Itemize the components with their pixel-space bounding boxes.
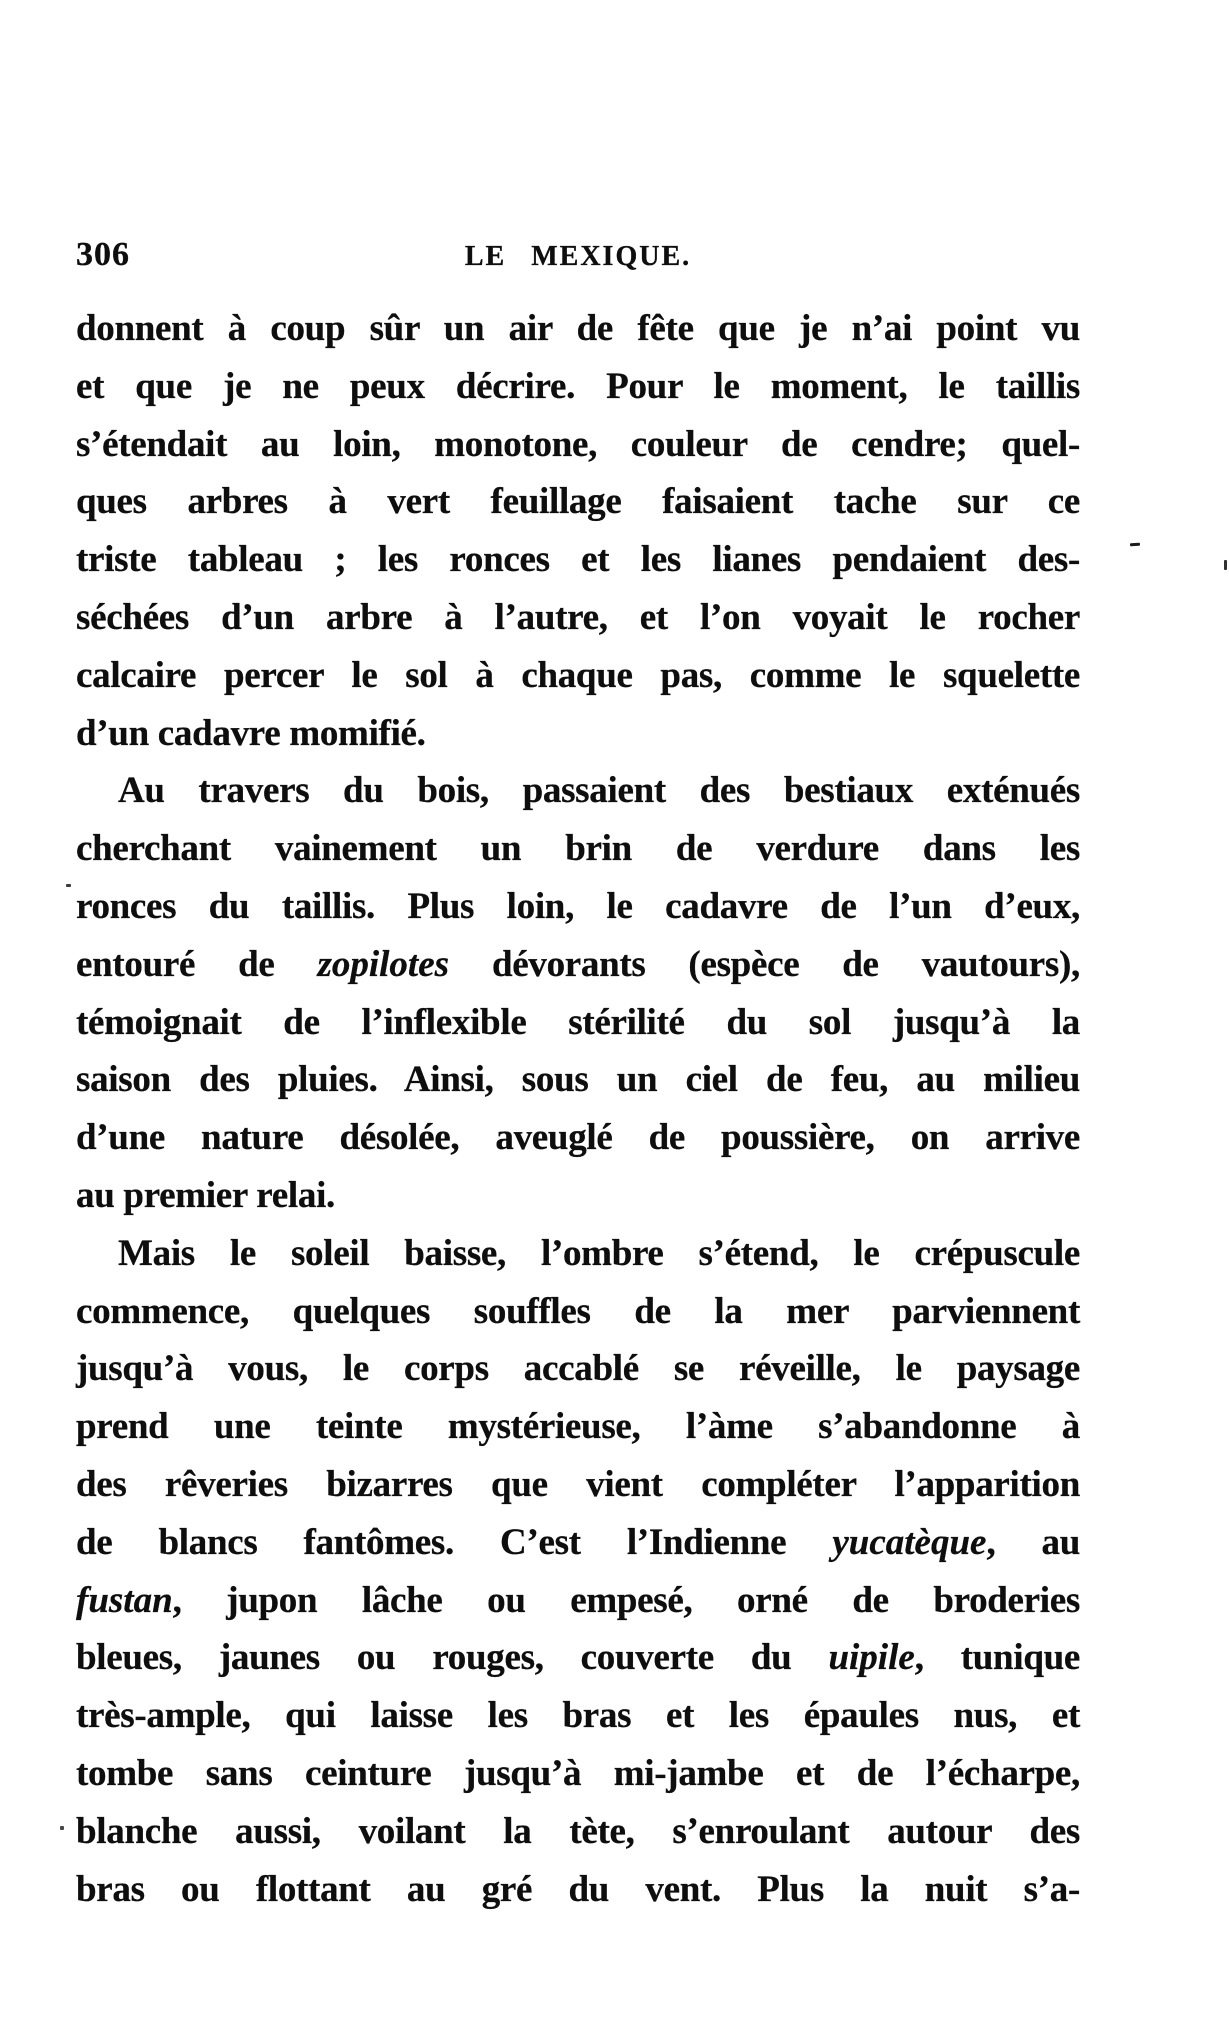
text-segment: calcaire percer le sol à chaque pas, comme le squelette	[76, 654, 1080, 696]
text-segment: d’une nature désolée, aveuglé de poussière, on arrive	[76, 1117, 1080, 1159]
text-line	[76, 1283, 1080, 1341]
text-line	[76, 1687, 1080, 1745]
text-segment: donnent à coup sûr un air de fête que je n’ai point vu	[76, 308, 1080, 349]
page-header	[76, 236, 1080, 278]
text-line	[76, 647, 1080, 705]
text-segment: dévorants (espèce de vautours),	[449, 943, 1080, 985]
text-segment: et que je ne peux décrire. Pour le moment, le taillis	[76, 365, 1080, 407]
text-segment: très-ample, qui laisse les bras et les épaules nus, et	[76, 1695, 1080, 1737]
text-line	[76, 1456, 1080, 1514]
text-segment: jusqu’à vous, le corps accablé se réveille, le paysage	[76, 1348, 1080, 1390]
text-segment: Mais le soleil baisse, l’ombre s’étend, le crépuscule	[118, 1232, 1080, 1274]
scan-speck	[60, 1826, 64, 1830]
text-line	[76, 762, 1080, 820]
text-segment: fustan	[76, 1579, 173, 1621]
text-line	[76, 1051, 1080, 1109]
page-number: 306	[76, 236, 130, 273]
text-segment: Au travers du bois, passaient des bestiaux exténués	[118, 770, 1080, 812]
text-segment: témoignait de l’inflexible stérilité du sol jusqu’à la	[76, 1001, 1080, 1043]
text-segment: , au	[986, 1521, 1080, 1563]
text-segment: saison des pluies. Ainsi, sous un ciel de feu, au milieu	[76, 1059, 1080, 1101]
text-line	[76, 1340, 1080, 1398]
text-line	[76, 936, 1080, 994]
text-segment: uipile	[828, 1637, 915, 1679]
text-segment: , jupon lâche ou empesé, orné de broderies	[172, 1579, 1080, 1621]
text-segment: commence, quelques souffles de la mer parviennent	[76, 1290, 1080, 1332]
text-line	[76, 994, 1080, 1052]
text-segment: entouré de	[76, 943, 318, 985]
text-segment: de blancs fantômes. C’est l’Indienne	[76, 1521, 833, 1563]
text-segment: des rêveries bizarres que vient compléter l’apparition	[76, 1463, 1080, 1505]
scan-speck	[1224, 560, 1227, 570]
text-block	[76, 300, 1080, 1918]
text-segment: ronces du taillis. Plus loin, le cadavre de l’un d’eux,	[76, 885, 1080, 927]
text-line	[76, 1514, 1080, 1572]
text-segment: ques arbres à vert feuillage faisaient tache sur ce	[76, 481, 1080, 523]
text-line	[76, 1745, 1080, 1803]
text-line	[76, 416, 1080, 474]
text-line	[76, 1803, 1080, 1861]
text-line	[76, 1572, 1080, 1630]
text-segment: , tunique	[914, 1637, 1080, 1679]
text-line	[76, 1109, 1080, 1167]
text-segment: yucatèque	[832, 1521, 987, 1563]
text-line	[76, 1225, 1080, 1283]
text-line	[76, 358, 1080, 416]
text-segment: s’étendait au loin, monotone, couleur de cendre; quel-	[76, 423, 1080, 465]
text-segment: tombe sans ceinture jusqu’à mi-jambe et de l’écharpe,	[76, 1752, 1080, 1794]
text-segment: cherchant vainement un brin de verdure dans les	[76, 828, 1080, 870]
text-line	[76, 1861, 1080, 1919]
text-line	[76, 820, 1080, 878]
text-segment: blanche aussi, voilant la tète, s’enroulant autour des	[76, 1810, 1080, 1852]
text-line	[76, 878, 1080, 936]
text-line	[76, 473, 1080, 531]
text-segment: bras ou flottant au gré du vent. Plus la nuit s’a-	[76, 1868, 1080, 1910]
text-segment: au premier relai.	[76, 1174, 335, 1216]
text-segment: séchées d’un arbre à l’autre, et l’on voyait le rocher	[76, 596, 1080, 638]
text-segment: zopilotes	[317, 943, 450, 985]
text-line	[76, 589, 1080, 647]
text-line	[76, 531, 1080, 589]
scan-speck	[66, 884, 71, 887]
text-segment: triste tableau ; les ronces et les lianes pendaient des-	[76, 539, 1080, 581]
text-line	[76, 1629, 1080, 1687]
text-line	[76, 705, 1080, 763]
text-segment: d’un cadavre momifié.	[76, 712, 426, 754]
text-segment: bleues, jaunes ou rouges, couverte du	[76, 1637, 829, 1679]
running-title: LE MEXIQUE.	[464, 241, 692, 272]
text-line	[76, 1398, 1080, 1456]
text-line	[76, 300, 1080, 358]
text-segment: prend une teinte mystérieuse, l’àme s’abandonne à	[76, 1406, 1080, 1448]
scan-speck	[1130, 543, 1140, 547]
text-line	[76, 1167, 1080, 1225]
